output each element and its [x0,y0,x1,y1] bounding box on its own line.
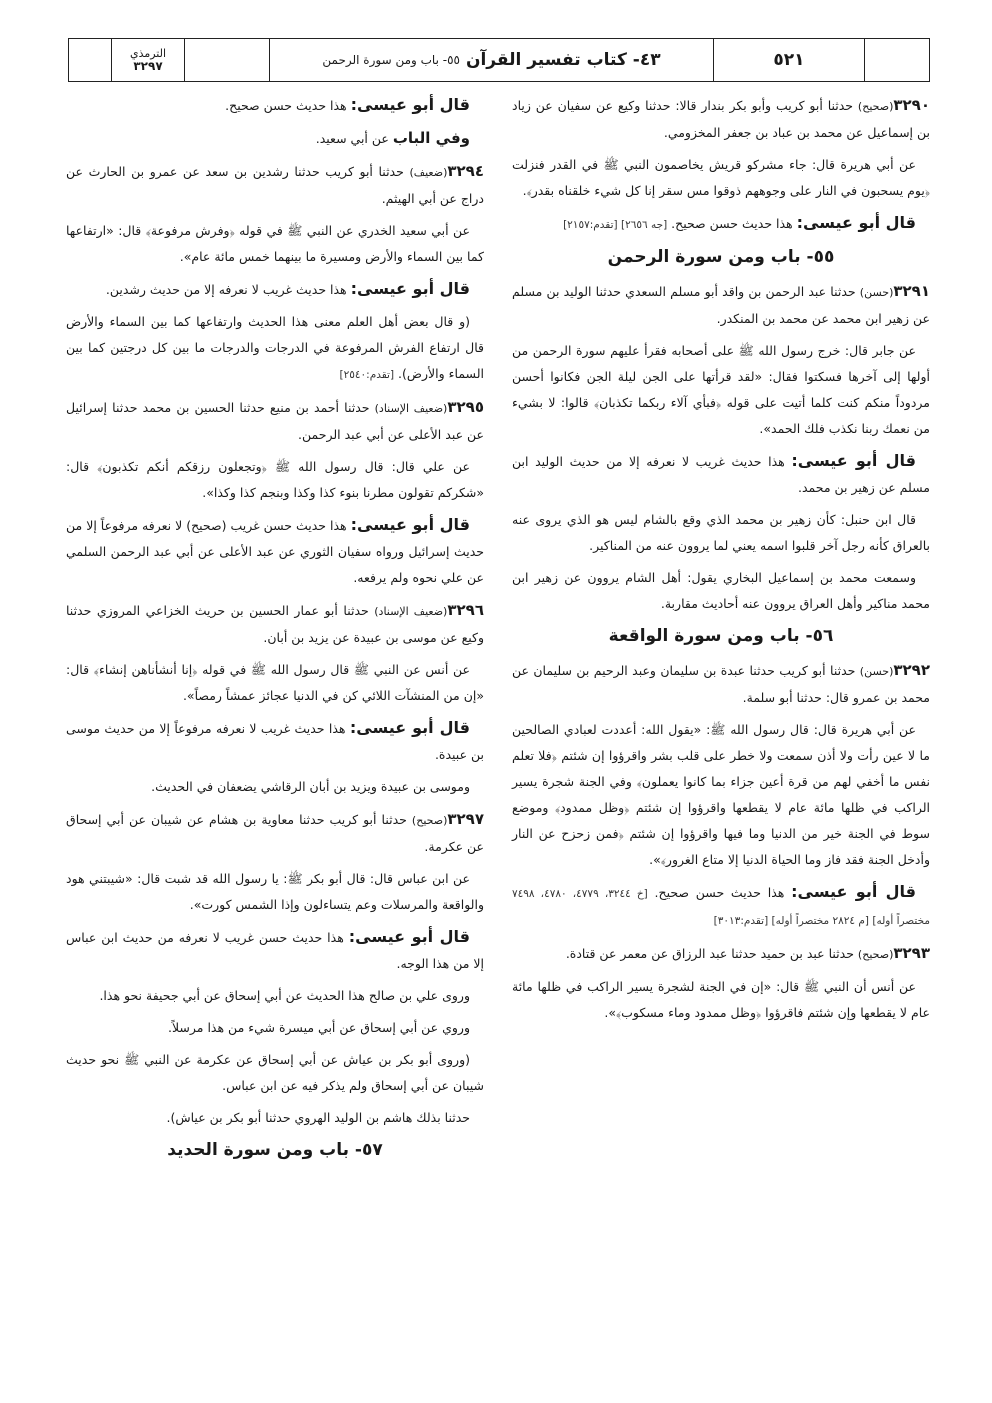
hadith-entry [66,394,484,448]
hadith-entry [66,806,484,860]
commentary [66,276,484,303]
text-body: (و قال بعض أهل العلم معنى هذا الحديث وارتفاعها كما بين السماء والأرض قال ارتفاع الفرش المرفوعة في الدرجات والدرجات ما بين كل درجتين كما بين السماء والأرض). [66,314,484,381]
hadith-text [66,125,484,152]
text-body: عن أبي هريرة قال: قال رسول الله ﷺ: «يقول الله: أعددت لعبادي الصالحين ما لا عين رأت ولا أذن سمعت ولا خطر على قلب بشر واقرؤوا إن شئتم ﴿فلا تعلم نفس ما أخفي لهم من قرة أعين جزاء بما كانوا يعملون﴾ وفي الجنة شجرة يسير الراكب في ظلها مائة عام لا يقطعها واقرؤوا إن شئتم ﴿وظل ممدود﴾ وموضع سوط في الجنة خير من الدنيا وما فيها واقرؤوا إن شئتم ﴿فمن زحزح عن النار وأدخل الجنة فقد فاز وما الحياة الدنيا إلا متاع الغرور﴾». [512,722,930,867]
hadith-grade: (ضعيف) [409,166,448,179]
commentary [66,92,484,119]
hadith-number: ٣٢٩٦ [447,601,484,619]
text-body: هذا حديث حسن صحيح. [671,216,793,231]
hadith-grade: (ضعيف الإسناد) [374,605,448,618]
hadith-text [66,866,484,918]
text-body: عن أنس أن النبي ﷺ قال: «إن في الجنة لشجرة يسير الراكب في ظلها مائة عام لا يقطعها وإن شئتم فاقرؤوا ﴿وظل ممدود وماء مسكوب﴾». [512,979,930,1020]
text-body: عن أبي سعيد. [315,131,389,146]
hadith-number: ٣٢٩٠ [893,96,930,114]
text-body: وسمعت محمد بن إسماعيل البخاري يقول: أهل الشام يروون عن زهير ابن محمد مناكير وأهل العراق يروون عنه أحاديث مقاربة. [512,570,930,611]
text-body: عن أنس عن النبي ﷺ قال رسول الله ﷺ في قوله ﴿إنا أنشأناهن إنشاء﴾ قال: «إن من المنشآت اللائي كن في الدنيا عجائز عمشاً رمصاً». [66,662,484,703]
left-column [66,92,484,1171]
hadith-grade: (ضعيف الإسناد) [374,402,448,415]
abu-isa-label: قال أبو عيسى: [796,213,916,232]
text-body: عن جابر قال: خرج رسول الله ﷺ على أصحابه فقرأ عليهم سورة الرحمن من أولها إلى آخرها فسكتوا فقال: «لقد قرأتها على الجن ليلة الجن فكانوا أحسن مردوداً منكم كنت كلما أتيت على قوله ﴿فبأي آلاء ربكما تكذبان﴾ قالوا: لا بشيء من نعمك ربنا نكذب فلك الحمد». [512,343,930,436]
collection-name: الترمذي [129,47,167,60]
hadith-number: ٣٢٩٣ [893,944,930,962]
hadith-entry [512,92,930,146]
hadith-grade: (حسن) [859,286,894,299]
hadith-number: ٣٢٩١ [893,282,930,300]
text-body: هذا حديث غريب لا نعرفه إلا من حديث الوليد ابن مسلم عن زهير بن محمد. [512,454,930,495]
text-body: وروى علي بن صالح هذا الحديث عن أبي إسحاق عن أبي جحيفة نحو هذا. [99,988,470,1003]
text-body: حدثنا أبو عمار الحسين بن حريث الخزاعي المروزي حدثنا وكيع عن موسى بن عبيدة عن يزيد بن أبان. [66,603,484,645]
hadith-text [66,1015,484,1041]
hadith-range: ٣٢٩٧ [133,59,163,73]
text-body: حدثنا أحمد بن منيع حدثنا الحسين بن محمد حدثنا إسرائيل عن عبد الأعلى عن أبي عبد الرحمن. [66,400,484,442]
text-body: حدثنا عبد الرحمن بن واقد أبو مسلم السعدي حدثنا الوليد بن مسلم عن زهير ابن محمد عن محمد بن المنكدر. [512,284,930,326]
header-empty-cell-left [69,39,112,81]
hadith-text [66,309,484,388]
header-collection-cell [112,39,185,81]
chapter-heading: ٥٦- باب ومن سورة الواقعة [608,626,834,646]
commentary [512,879,930,934]
hadith-number: ٣٢٩٤ [447,162,484,180]
text-body: حدثنا أبو كريب حدثنا رشدين بن سعد عن عمرو بن الحارث عن دراج عن أبي الهيثم. [66,164,484,206]
hadith-number: ٣٢٩٥ [447,398,484,416]
text-body: هذا حديث حسن صحيح. [225,98,347,113]
text-body: عن علي قال: قال رسول الله ﷺ ﴿وتجعلون رزقكم أنكم تكذبون﴾ قال: «شكركم تقولون مطرنا بنوء كذا وكذا وبنجم كذا وكذا». [66,459,484,500]
reference: [جه ٢٦٥٦] [تقدم:٢١٥٧] [563,219,668,231]
hadith-entry [512,940,930,968]
hadith-text [66,774,484,800]
hadith-entry [512,278,930,332]
book-title: ٤٣- كتاب تفسير القرآن [465,50,661,70]
text-body: هذا حديث غريب لا نعرفه مرفوعاً إلا من حديث موسى بن عبيدة. [66,721,484,762]
text-body: هذا حديث حسن غريب لا نعرفه من حديث ابن عباس إلا من هذا الوجه. [66,930,484,971]
commentary [66,924,484,977]
fi-al-bab-label: وفي الباب [392,129,470,147]
hadith-text [66,1105,484,1131]
hadith-grade: (حسن) [859,665,894,678]
text-body: عن أبي هريرة قال: جاء مشركو قريش يخاصمون النبي ﷺ في القدر فنزلت ﴿يوم يسحبون في النار على وجوههم ذوقوا مس سقر إنا كل شيء خلقناه بقدر﴾. [512,157,930,198]
commentary [512,448,930,501]
hadith-number: ٣٢٩٢ [893,661,930,679]
commentary [512,210,930,238]
hadith-text [66,1047,484,1099]
abu-isa-label: قال أبو عيسى: [350,279,470,298]
page-header [68,38,930,82]
hadith-grade: (صحيح) [411,814,448,827]
text-body: هذا حديث غريب لا نعرفه إلا من حديث رشدين. [105,282,347,297]
text-body: حدثنا أبو كريب وأبو بكر بندار قالا: حدثنا وكيع عن سفيان عن زياد بن إسماعيل عن محمد بن عباد بن جعفر المخزومي. [512,98,930,140]
text-body: وموسى بن عبيدة ويزيد بن أبان الرقاشي يضعفان في الحديث. [151,779,470,794]
header-empty-cell-right [865,39,929,81]
text-body: حدثنا بذلك هاشم بن الوليد الهروي حدثنا أبو بكر بن عياش). [166,1110,470,1125]
hadith-text [512,338,930,442]
chapter-heading: ٥٧- باب ومن سورة الحديد [167,1140,383,1160]
text-body: قال ابن حنبل: كأن زهير بن محمد الذي وقع بالشام ليس هو الذي يروى عنه بالعراق كأنه رجل آخر قلبوا اسمه يعني لما يروون عنه من المناكير. [512,512,930,553]
abu-isa-label: قال أبو عيسى: [348,927,470,946]
hadith-text [66,983,484,1009]
hadith-text [512,717,930,873]
chapter-title: ٥٥- باب ومن سورة الرحمن [322,53,460,67]
hadith-text [512,974,930,1026]
reference: [تقدم:٢٥٤٠] [339,369,395,381]
text-body: (وروى أبو بكر بن عياش عن أبي إسحاق عن عكرمة عن النبي ﷺ نحو حديث شيبان عن أبي إسحاق ولم يذكر فيه عن ابن عباس. [66,1052,484,1093]
text-body: عن ابن عباس قال: قال أبو بكر ﷺ: يا رسول الله قد شبت قال: «شيبتني هود والواقعة والمرسلات وعم يتساءلون وإذا الشمس كورت». [66,871,484,912]
text-body: حدثنا عبد بن حميد حدثنا عبد الرزاق عن معمر عن قتادة. [565,946,854,961]
hadith-text [66,218,484,270]
text-body: حدثنا أبو كريب حدثنا عبدة بن سليمان وعبد الرحيم بن سليمان عن محمد بن عمرو قال: حدثنا أبو سلمة. [512,663,930,705]
hadith-text [512,152,930,204]
commentary [66,512,484,591]
commentary [66,715,484,768]
right-column [512,92,930,1032]
text-body: وروي عن أبي إسحاق عن أبي ميسرة شيء من هذا مرسلاً. [167,1020,470,1035]
hadith-entry [512,657,930,711]
hadith-number: ٣٢٩٧ [447,810,484,828]
abu-isa-label: قال أبو عيسى: [791,882,917,901]
header-title-cell [270,39,714,81]
text-body: حدثنا أبو كريب حدثنا معاوية بن هشام عن شيبان عن أبي إسحاق عن عكرمة. [66,812,484,854]
hadith-text [66,454,484,506]
header-blank-cell [185,39,270,81]
abu-isa-label: قال أبو عيسى: [791,451,916,470]
reference: [خ ٣٢٤٤، ٤٧٧٩، ٤٧٨٠، ٧٤٩٨ مختصراً أوله] [م ٢٨٢٤ مختصراً أوله] [تقدم:٣٠١٣] [512,888,930,927]
hadith-grade: (صحيح) [857,100,894,113]
text-body: هذا حديث حسن غريب (صحيح) لا نعرفه مرفوعاً إلا من حديث إسرائيل ورواه سفيان الثوري عن عبد الأعلى عن أبي عبد الرحمن السلمي عن علي نحوه ولم يرفعه. [66,518,484,585]
text-body: عن أبي سعيد الخدري عن النبي ﷺ في قوله ﴿وفرش مرفوعة﴾ قال: «ارتفاعها كما بين السماء والأرض ومسيرة ما بينهما خمس مائة عام». [66,223,484,264]
abu-isa-label: قال أبو عيسى: [349,718,470,737]
hadith-text [512,565,930,617]
text-body: هذا حديث حسن صحيح. [654,885,785,900]
hadith-entry [66,597,484,651]
hadith-text [66,657,484,709]
abu-isa-label: قال أبو عيسى: [350,515,470,534]
page-number: ٥٢١ [714,39,865,81]
hadith-text [512,507,930,559]
chapter-heading: ٥٥- باب ومن سورة الرحمن [607,247,835,267]
hadith-grade: (صحيح) [857,948,894,961]
abu-isa-label: قال أبو عيسى: [350,95,470,114]
hadith-entry [66,158,484,212]
